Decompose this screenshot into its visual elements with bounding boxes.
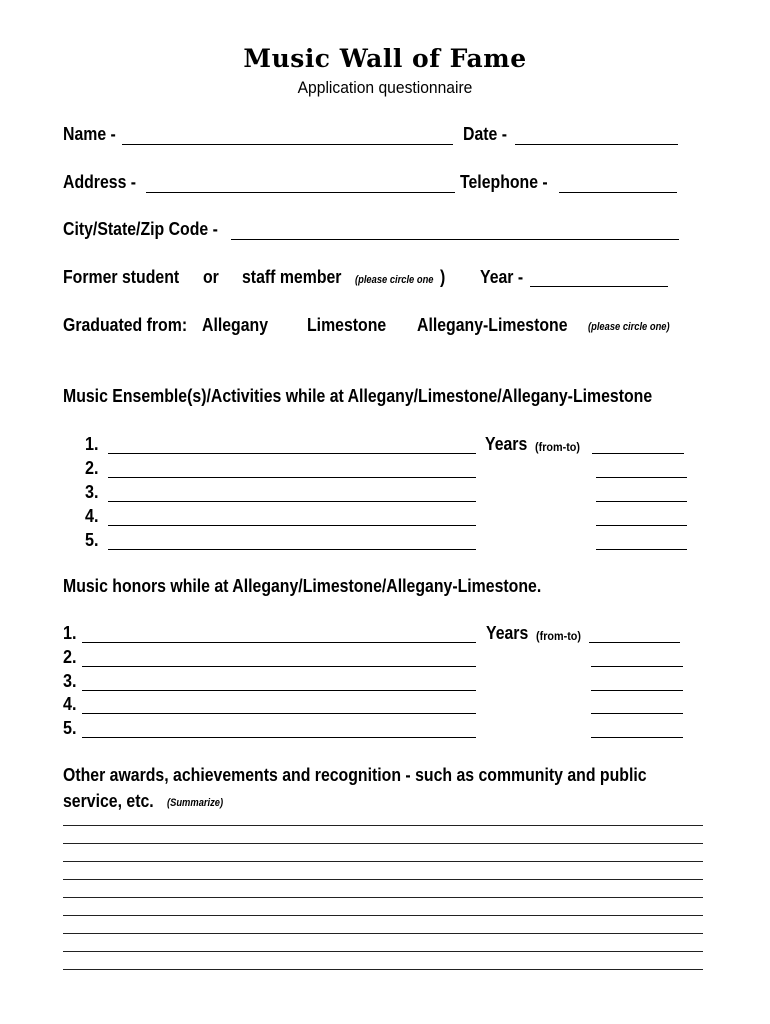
- summarize-note: (Summarize): [167, 797, 224, 809]
- graduated-label: Graduated from:: [63, 315, 188, 335]
- former-student-option[interactable]: Former student: [63, 267, 180, 287]
- circle-note: (please circle one: [355, 274, 434, 286]
- summary-line[interactable]: [63, 951, 703, 952]
- summary-line[interactable]: [63, 897, 703, 898]
- ensemble-line[interactable]: [108, 477, 476, 478]
- year-field[interactable]: [530, 286, 668, 287]
- city-label: City/State/Zip Code -: [63, 219, 218, 239]
- honor-number: 3.: [63, 671, 77, 691]
- telephone-label: Telephone -: [460, 172, 548, 192]
- city-field[interactable]: [231, 239, 679, 240]
- date-label: Date -: [463, 124, 508, 144]
- honor-line[interactable]: [82, 666, 476, 667]
- ensemble-line[interactable]: [108, 525, 476, 526]
- school-allegany-option[interactable]: Allegany: [202, 315, 269, 335]
- honor-line[interactable]: [82, 690, 476, 691]
- summary-line[interactable]: [63, 879, 703, 880]
- address-label: Address -: [63, 172, 137, 192]
- honor-years-label: Years: [486, 623, 529, 643]
- honor-number: 2.: [63, 647, 77, 667]
- ensembles-heading: Music Ensemble(s)/Activities while at Allegany/Limestone/Allegany-Limestone: [63, 386, 653, 406]
- ensemble-number: 3.: [85, 482, 99, 502]
- circle-note-2: (please circle one): [588, 321, 670, 333]
- page-title: Music Wall of Fame: [243, 44, 527, 73]
- summary-line[interactable]: [63, 843, 703, 844]
- circle-note-paren: ): [440, 267, 446, 287]
- honor-number: 1.: [63, 623, 77, 643]
- school-allegany-limestone-option[interactable]: Allegany-Limestone: [417, 315, 568, 335]
- address-field[interactable]: [146, 192, 455, 193]
- ensemble-line[interactable]: [108, 501, 476, 502]
- honor-number: 4.: [63, 694, 77, 714]
- staff-member-option[interactable]: staff member: [242, 267, 342, 287]
- ensemble-years-line[interactable]: [596, 525, 687, 526]
- school-limestone-option[interactable]: Limestone: [307, 315, 387, 335]
- honor-years-line[interactable]: [591, 666, 683, 667]
- honor-years-line[interactable]: [591, 690, 683, 691]
- other-heading-line2: service, etc.: [63, 791, 154, 811]
- ensemble-number: 5.: [85, 530, 99, 550]
- honor-years-line[interactable]: [591, 713, 683, 714]
- summary-line[interactable]: [63, 915, 703, 916]
- name-label: Name -: [63, 124, 116, 144]
- year-label: Year -: [480, 267, 524, 287]
- other-heading-line1: Other awards, achievements and recognition - such as community and public: [63, 765, 647, 785]
- ensemble-years-line[interactable]: [596, 477, 687, 478]
- summary-line[interactable]: [63, 825, 703, 826]
- honor-line[interactable]: [82, 737, 476, 738]
- ensemble-years-line[interactable]: [596, 501, 687, 502]
- honor-years-line[interactable]: [589, 642, 680, 643]
- summary-line[interactable]: [63, 969, 703, 970]
- honor-years-line[interactable]: [591, 737, 683, 738]
- honor-from-to-label: (from-to): [536, 629, 581, 643]
- ensemble-number: 4.: [85, 506, 99, 526]
- ensemble-number: 2.: [85, 458, 99, 478]
- ensemble-line[interactable]: [108, 549, 476, 550]
- ensemble-years-line[interactable]: [596, 549, 687, 550]
- ensemble-years-label: Years: [485, 434, 528, 454]
- page-subtitle: Application questionnaire: [297, 78, 473, 97]
- ensemble-line[interactable]: [108, 453, 476, 454]
- telephone-field[interactable]: [559, 192, 677, 193]
- honor-line[interactable]: [82, 713, 476, 714]
- or-text: or: [203, 267, 219, 287]
- honor-number: 5.: [63, 718, 77, 738]
- ensemble-from-to-label: (from-to): [535, 440, 580, 454]
- honors-heading: Music honors while at Allegany/Limestone/Allegany-Limestone.: [63, 576, 542, 596]
- name-field[interactable]: [122, 144, 453, 145]
- ensemble-number: 1.: [85, 434, 99, 454]
- ensemble-years-line[interactable]: [592, 453, 684, 454]
- summary-line[interactable]: [63, 861, 703, 862]
- summary-line[interactable]: [63, 933, 703, 934]
- honor-line[interactable]: [82, 642, 476, 643]
- date-field[interactable]: [515, 144, 678, 145]
